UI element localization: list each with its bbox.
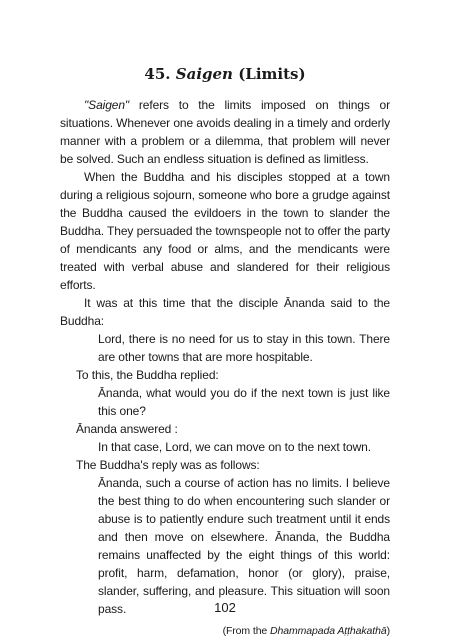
quote-buddha-1: Ānanda, what would you do if the next town is just like this one? (98, 386, 390, 418)
quote-ananda-2: In that case, Lord, we can move on to the next town. (98, 440, 371, 454)
lead-ananda-answered: Ānanda answered : (76, 422, 178, 436)
lead-buddha-replied: To this, the Buddha replied: (76, 368, 219, 382)
citation-prefix: (From the (222, 625, 270, 637)
quote-ananda-1: Lord, there is no need for us to stay in this town. There are other towns that are more hospitable. (98, 332, 390, 364)
lead-buddha-reply: The Buddha's reply was as follows: (76, 458, 260, 472)
citation-work: Dhammapada Aṭṭhakathā (270, 625, 387, 637)
chapter-title (0, 64, 450, 84)
chapter-term: Saigen (175, 65, 233, 83)
chapter-gloss: (Limits) (238, 65, 306, 83)
defined-term: "Saigen" (84, 98, 130, 112)
definition-text: refers to the limits imposed on things or situations. Whenever one avoids dealing in a timely and orderly manner with a problem or a dilemma, that problem will never be solved. Such an endless situation is defined as limitless. (60, 98, 390, 166)
paragraph-story: When the Buddha and his disciples stopped at a town during a religious sojourn, someone who bore a grudge against the Buddha caused the evildoers in the town to slander the Buddha. They persuaded the townspeople not to offer the party of mendicants any food or alms, and the mendicants were treated with verbal abuse and slandered for their religious efforts. (60, 170, 390, 292)
source-citation (60, 622, 390, 640)
paragraph-definition (60, 96, 390, 168)
page-number: 102 (214, 600, 236, 615)
quote-buddha-2: Ānanda, such a course of action has no limits. I believe the best thing to do when encountering such slander or abuse is to patiently endure such treatment until it ends and then move on elsewhere. Ānanda, the Buddha remains unaffected by the eight things of this world: profit, harm, defamation, honor (or glory), praise, slander, suffering, and pleasure. This situation will soon pass. (98, 476, 390, 616)
citation-suffix: ) (386, 625, 390, 637)
chapter-body (60, 96, 390, 640)
chapter-number: 45. (144, 65, 171, 83)
paragraph-ananda-speaks: It was at this time that the disciple Ānanda said to the Buddha: (60, 296, 390, 328)
